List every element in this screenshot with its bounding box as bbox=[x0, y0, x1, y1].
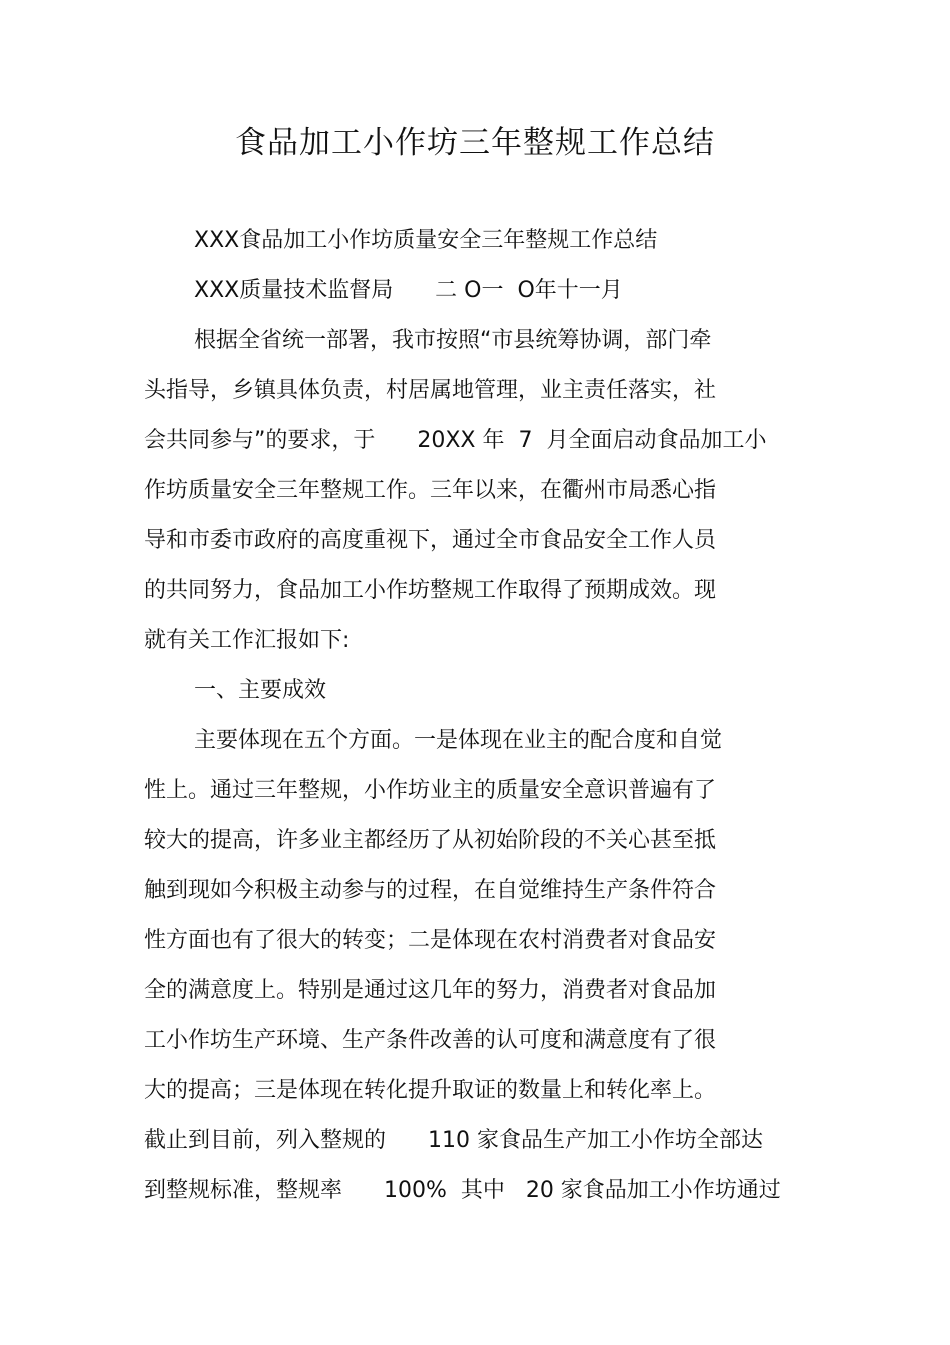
document-title: 食品加工小作坊三年整规工作总结 bbox=[235, 125, 715, 161]
section-heading: 一、主要成效 bbox=[194, 678, 327, 703]
paragraph-line: 大的提高；三是体现在转化提升取证的数量上和转化率上。 bbox=[144, 1078, 717, 1103]
subtitle-line: XXX食品加工小作坊质量安全三年整规工作总结 bbox=[194, 228, 658, 253]
paragraph-line: 导和市委市政府的高度重视下，通过全市食品安全工作人员 bbox=[144, 528, 717, 553]
paragraph-line: 根据全省统一部署，我市按照“市县统筹协调，部门牵 bbox=[194, 328, 712, 353]
paragraph-line: 性方面也有了很大的转变；二是体现在农村消费者对食品安 bbox=[144, 928, 717, 953]
paragraph-line: 就有关工作汇报如下: bbox=[144, 628, 350, 653]
paragraph-line: 头指导，乡镇具体负责，村居属地管理，业主责任落实，社 bbox=[144, 378, 717, 403]
paragraph-line: 的共同努力，食品加工小作坊整规工作取得了预期成效。现 bbox=[144, 578, 717, 603]
paragraph-line: 工小作坊生产环境、生产条件改善的认可度和满意度有了很 bbox=[144, 1028, 717, 1053]
paragraph-line: 性上。通过三年整规，小作坊业主的质量安全意识普遍有了 bbox=[144, 778, 717, 803]
paragraph-line: 作坊质量安全三年整规工作。三年以来，在衢州市局悉心指 bbox=[144, 478, 717, 503]
paragraph-line: 全的满意度上。特别是通过这几年的努力，消费者对食品加 bbox=[144, 978, 717, 1003]
paragraph-line: 截止到目前，列入整规的 110 家食品生产加工小作坊全部达 bbox=[144, 1128, 763, 1153]
paragraph-line: 会共同参与”的要求，于 20XX 年 7 月全面启动食品加工小 bbox=[144, 428, 767, 453]
paragraph-line: 较大的提高，许多业主都经历了从初始阶段的不关心甚至抵 bbox=[144, 828, 717, 853]
issuer-date-line: XXX质量技术监督局 二 O一 O年十一月 bbox=[194, 278, 623, 303]
paragraph-line: 触到现如今积极主动参与的过程，在自觉维持生产条件符合 bbox=[144, 878, 717, 903]
paragraph-line: 主要体现在五个方面。一是体现在业主的配合度和自觉 bbox=[194, 728, 723, 753]
paragraph-line: 到整规标准，整规率 100% 其中 20 家食品加工小作坊通过 bbox=[144, 1178, 781, 1203]
